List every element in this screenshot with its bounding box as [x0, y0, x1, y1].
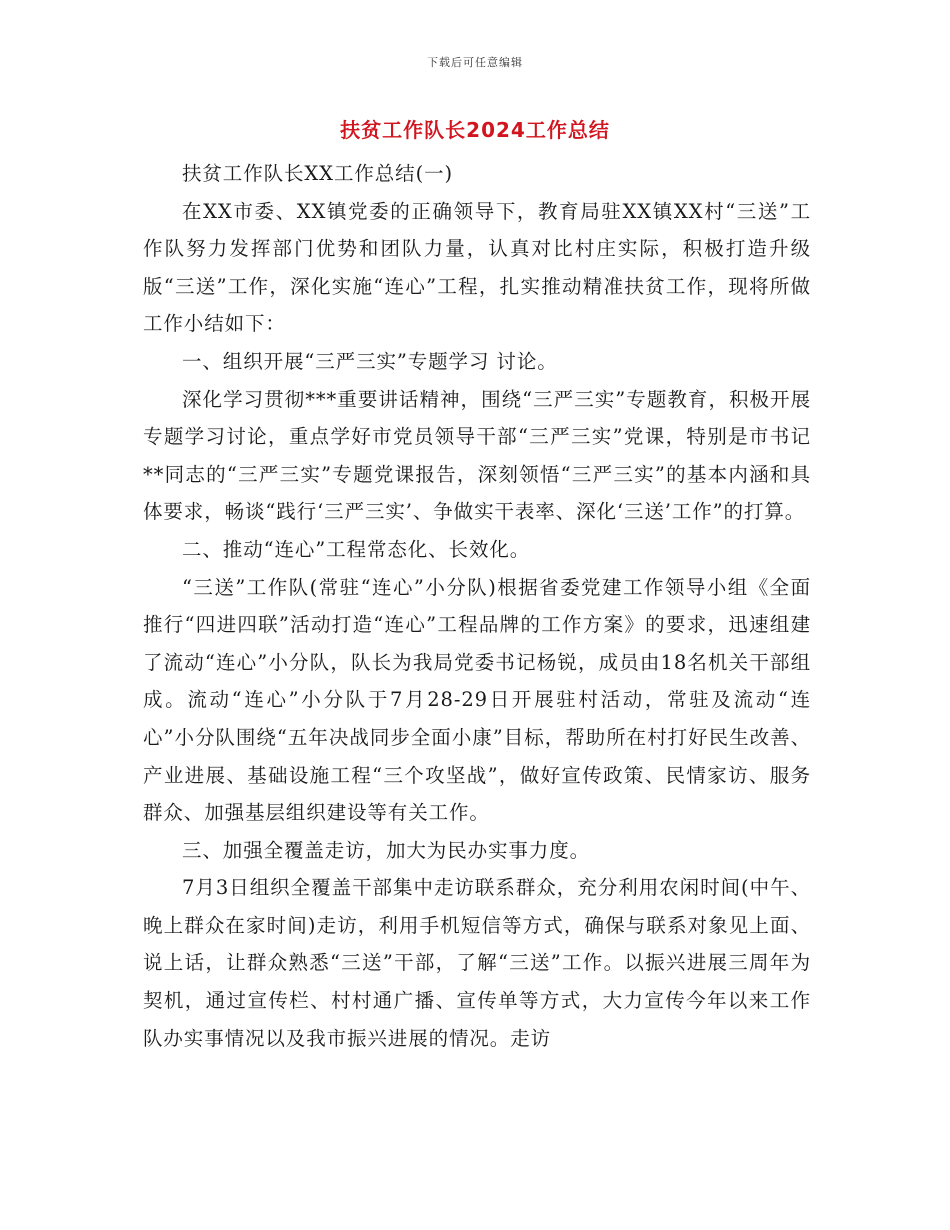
section-heading-2: 二、推动“连心”工程常态化、长效化。 — [182, 537, 531, 561]
subtitle-paragraph: 扶贫工作队长XX工作总结(一) — [182, 162, 453, 185]
section-body-3: 7月3日组织全覆盖干部集中走访联系群众，充分利用农闲时间(中午、晚上群众在家时间)走访，利用手机短信等方式，确保与联系对象见上面、说上话，让群众熟悉“三送”干部，了解“三送”工作。以振兴进展三周年为契机，通过宣传栏、村村通广播、宣传单等方式，大力宣传今年以来工作队办实事情况以及我市振兴进展的情况。走访 — [143, 876, 811, 1050]
section-heading-1: 一、组织开展“三严三实”专题学习 讨论。 — [182, 349, 558, 373]
document-body — [143, 155, 811, 1057]
document-title: 扶贫工作队长2024工作总结 — [340, 118, 610, 142]
section-body-1: 深化学习贯彻***重要讲话精神，围绕“三严三实”专题教育，积极开展专题学习讨论，重点学好市党员领导干部“三严三实”党课，特别是市书记**同志的“三严三实”专题党课报告，深刻领悟“三严三实”的基本内涵和具体要求，畅谈“践行‘三严三实’、争做实干表率、深化‘三送’工作”的打算。 — [143, 387, 811, 524]
intro-paragraph: 在XX市委、XX镇党委的正确领导下，教育局驻XX镇XX村“三送”工作队努力发挥部门优势和团队力量，认真对比村庄实际，积极打造升级版“三送”工作，深化实施“连心”工程，扎实推动精准扶贫工作，现将所做工作小结如下： — [143, 199, 811, 336]
section-body-2: “三送”工作队(常驻“连心”小分队)根据省委党建工作领导小组《全面推行“四进四联”活动打造“连心”工程品牌的工作方案》的要求，迅速组建了流动“连心”小分队，队长为我局党委书记杨锐，成员由18名机关干部组成。流动“连心”小分队于7月28-29日开展驻村活动，常驻及流动“连心”小分队围绕“五年决战同步全面小康”目标，帮助所在村打好民生改善、产业进展、基础设施工程“三个攻坚战”，做好宣传政策、民情家访、服务群众、加强基层组织建设等有关工作。 — [143, 575, 811, 825]
section-heading-3: 三、加强全覆盖走访，加大为民办实事力度。 — [182, 838, 591, 862]
page-header-note: 下载后可任意编辑 — [427, 56, 523, 69]
